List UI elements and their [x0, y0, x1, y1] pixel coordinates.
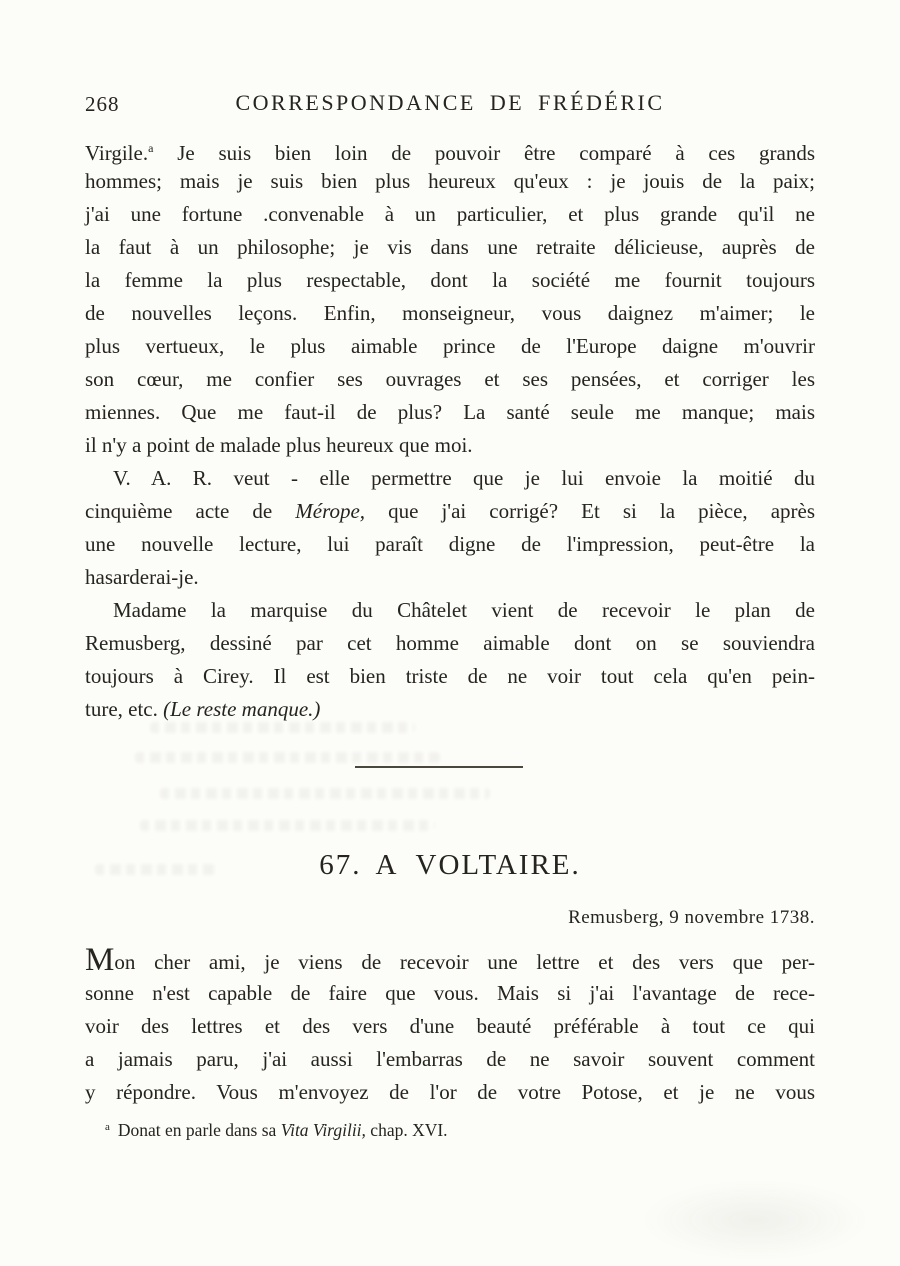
letter-66-paragraph-1	[85, 132, 815, 462]
text-line: plus vertueux, le plus aimable prince de l'Europe daigne m'ouvrir	[85, 334, 815, 358]
letter-67-dateline: Remusberg, 9 novembre 1738.	[568, 907, 815, 928]
footnote-text: Donat en parle dans sa	[117, 1120, 281, 1140]
text-line: il n'y a point de malade plus heureux que moi.	[85, 433, 473, 457]
footnote-marker: a	[105, 1121, 110, 1133]
text-line: j'ai une fortune .convenable à un particulier, et plus grande qu'il ne	[85, 202, 815, 226]
text-line	[85, 944, 815, 977]
text-line: miennes. Que me faut-il de plus? La santé seule me manque; mais	[85, 400, 815, 424]
letter-addressee: A VOLTAIRE.	[375, 849, 581, 881]
work-title-italic: Mérope,	[295, 499, 366, 523]
text-line	[85, 132, 815, 165]
text-line: son cœur, me confier ses ouvrages et ses pensées, et corriger les	[85, 367, 815, 391]
letter-67-paragraph-1	[85, 944, 815, 1109]
bleed-through-artifact	[160, 788, 490, 799]
text-segment: on cher ami, je viens de recevoir une lettre et des vers que per-	[114, 950, 815, 974]
footnote-marker: a	[148, 141, 154, 155]
text-line: toujours à Cirey. Il est bien triste de ne voir tout cela qu'en pein-	[85, 664, 815, 688]
text-line: une nouvelle lecture, lui paraît digne de l'impression, peut-être la	[85, 532, 815, 556]
opening-initial: M	[85, 942, 115, 978]
text-line: Madame la marquise du Châtelet vient de recevoir le plan de	[113, 598, 815, 622]
text-line: Remusberg, dessiné par cet homme aimable dont on se souviendra	[85, 631, 815, 655]
text-line: y répondre. Vous m'envoyez de l'or de votre Potose, et je ne vous	[85, 1080, 815, 1104]
text-line: V. A. R. veut - elle permettre que je lui envoie la moitié du	[113, 466, 815, 490]
text-line: la faut à un philosophe; je vis dans une retraite délicieuse, auprès de	[85, 235, 815, 259]
letter-number: 67.	[319, 849, 362, 881]
editorial-note-italic: (Le reste manque.)	[163, 697, 321, 721]
letter-67-heading	[0, 849, 900, 882]
letter-66-paragraph-2	[85, 462, 815, 594]
text-segment: Virgile.	[85, 141, 149, 165]
footnote	[85, 1120, 815, 1141]
text-line: la femme la plus respectable, dont la société me fournit toujours	[85, 268, 815, 292]
text-line: a jamais paru, j'ai aussi l'embarras de ne savoir souvent comment	[85, 1047, 815, 1071]
footnote-work-title-italic: Vita Virgilii,	[280, 1120, 366, 1140]
bleed-through-artifact	[140, 820, 435, 831]
bleed-through-artifact	[640, 1180, 870, 1260]
page-number: 268	[85, 92, 120, 116]
text-line	[85, 495, 815, 528]
text-segment: ture, etc.	[85, 697, 164, 721]
section-divider-rule	[355, 766, 523, 768]
text-line: voir des lettres et des vers d'une beauté préférable à tout ce qui	[85, 1014, 815, 1038]
running-head	[85, 90, 815, 118]
letter-66-paragraph-3	[85, 594, 815, 726]
running-title: CORRESPONDANCE DE FRÉDÉRIC	[235, 90, 665, 115]
text-line: sonne n'est capable de faire que vous. Mais si j'ai l'avantage de rece-	[85, 981, 815, 1005]
text-segment: que j'ai corrigé? Et si la pièce, après	[365, 499, 815, 523]
text-segment: cinquième acte de	[85, 499, 296, 523]
text-line: de nouvelles leçons. Enfin, monseigneur, vous daignez m'aimer; le	[85, 301, 815, 325]
footnote-text: chap. XVI.	[365, 1120, 448, 1140]
bleed-through-artifact	[135, 752, 440, 763]
text-line: hasarderai-je.	[85, 565, 199, 589]
text-segment: Je suis bien loin de pouvoir être comparé à ces grands	[153, 141, 815, 165]
bleed-through-artifact	[150, 722, 415, 733]
text-line: hommes; mais je suis bien plus heureux qu'eux : je jouis de la paix;	[85, 169, 815, 193]
